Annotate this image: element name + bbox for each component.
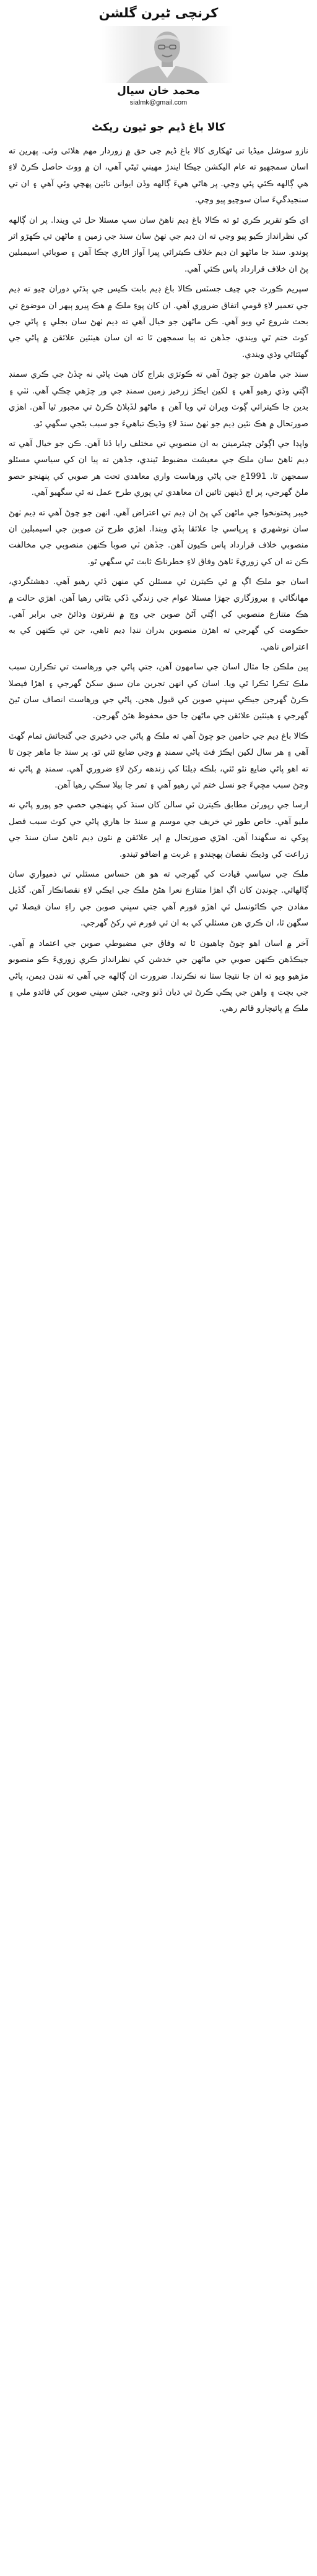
article-paragraph: اي ڪو تقرير ڪري ٿو ته ڪالا باغ ڊيم ٺاهڻ سان سڀ مسئلا حل ٿي ويندا. پر ان ڳالهه کي نظرانداز ڪيو پيو وڃي ته ان ڊيم جي ٺهڻ سان سنڌ جي زمين ۽ ماڻهن تي ڪهڙو اثر پوندو. سنڌ جا ماڻهو ان ڊيم خلاف ڪيترائي ڀيرا آواز اٿاري چڪا آهن ۽ صوبائي اسيمبلين پڻ ان خلاف قرارداد پاس ڪئي آهي. xyxy=(9,215,308,274)
author-name: محمد خان سیال xyxy=(117,85,200,97)
author-portrait-image xyxy=(102,26,233,83)
article-paragraph: سنڌ جي ماهرن جو چوڻ آهي ته ڪوٽڙي بئراج کان هيٺ پاڻي نه ڇڏڻ جي ڪري سمنڊ اڳتي وڌي رهيو آهي ۽ لکين ايڪڙ زرخيز زمين سمنڊ جي ور چڙهي چڪي آهي. ٺٽي ۽ بدين جا ڪيترائي ڳوٺ ويران ٿي ويا آهن ۽ ماڻهو لڏپلاڻ ڪرڻ تي مجبور ٿيا آهن. اهڙي صورتحال ۾ هڪ نئين ڊيم جو ٺهڻ سنڌ لاءِ وڌيڪ تباهيءَ جو سبب بڻجي سگهي ٿو. xyxy=(9,370,308,429)
article-paragraph: سپريم ڪورٽ جي چيف جسٽس ڪالا باغ ڊيم بابت ڪيس جي ٻڌڻي دوران چيو ته ڊيم جي تعمير لاءِ قومي اتفاق ضروري آهي. ان کان پوءِ ملڪ ۾ هڪ ڀيرو ٻيهر ان موضوع تي بحث شروع ٿي ويو آهي. ڪن ماڻهن جو خيال آهي ته ڊيم ٺهڻ سان بجلي ۽ پاڻي جي کوٽ ختم ٿي ويندي، جڏهن ته ٻيا سمجهن ٿا ته ان سان هيٺئين علائقن ۾ پاڻي جي گهٽتائي وڌي ويندي. xyxy=(9,285,308,359)
article-paragraph: آخر ۾ اسان اهو چوڻ چاهيون ٿا ته وفاق جي مضبوطي صوبن جي اعتماد ۾ آهي. جيڪڏهن ڪنهن صوبي جي ماڻهن جي خدشن کي نظرانداز ڪري زوريءَ ڪو منصوبو مڙهيو ويو ته ان جا نتيجا سٺا نه نڪرندا. ضرورت ان ڳالهه جي آهي ته ننڍن ڊيمن، پاڻي جي بچت ۽ واهن جي پڪي ڪرڻ تي ڌيان ڏنو وڃي، جيئن سڀني صوبن کي فائدو ملي ۽ ملڪ ۾ ڀائيچارو قائم رهي. xyxy=(9,938,308,1014)
article-paragraph: ارسا جي رپورٽن مطابق ڪيترن ئي سالن کان سنڌ کي پنهنجي حصي جو پورو پاڻي نه مليو آهي. خاص طور تي خريف جي موسم ۾ سنڌ جا هاري پاڻي جي کوٽ سبب فصل پوکي نه سگهندا آهن. اهڙي صورتحال ۾ اپر علائقن ۾ نئون ڊيم ٺاهڻ سان سنڌ جي زراعت کي وڌيڪ نقصان پهچندو ۽ غربت ۾ اضافو ٿيندو. xyxy=(9,801,308,859)
author-email: sialmk@gmail.com xyxy=(129,99,188,106)
article-paragraph: ملڪ جي سياسي قيادت کي گهرجي ته هو هن حساس مسئلي تي ذميواري سان ڳالهائي. چونڊن کان اڳ اهڙا متنازع نعرا هڻڻ ملڪ جي ايڪي لاءِ نقصانڪار آهن. گڏيل مفادن جي ڪائونسل ئي اهڙو فورم آهي جتي سڀني صوبن جي راءِ سان فيصلا ٿي سگهن ٿا، ان ڪري هن مسئلي کي به ان ئي فورم تي رکڻ گهرجي. xyxy=(9,870,308,929)
article-paragraph: ٻين ملڪن جا مثال اسان جي سامهون آهن، جتي پاڻي جي ورهاست تي تڪرارن سبب ملڪ ٽڪرا ٽڪرا ٿي ويا. اسان کي انهن تجربن مان سبق سکڻ گهرجي ۽ اهڙا فيصلا ڪرڻ گهرجن جيڪي سڀني صوبن کي قبول هجن. پاڻي جي ورهاست انصاف سان ٿيڻ گهرجي ۽ هيٺئين علائقن جي ماڻهن جا حق محفوظ هئڻ گهرجن. xyxy=(9,663,308,721)
article-paragraph: خيبر پختونخوا جي ماڻهن کي پڻ ان ڊيم تي اعتراض آهي. انهن جو چوڻ آهي ته ڊيم ٺهڻ سان نوشهري ۽ ڀرپاسي جا علائقا ٻڏي ويندا. اهڙي طرح ٽن صوبن جي اسيمبلين ان منصوبي خلاف قرارداد پاس ڪيون آهن. جڏهن ٽي صوبا ڪنهن منصوبي جي مخالفت ڪن ته ان کي زوريءَ ٺاهڻ وفاق لاءِ خطرناڪ ثابت ٿي سگهي ٿو. xyxy=(9,508,308,567)
article-paragraph: ڪالا باغ ڊيم جي حامين جو چوڻ آهي ته ملڪ ۾ پاڻي جي ذخيري جي گنجائش تمام گهٽ آهي ۽ هر سال لکين ايڪڙ فٽ پاڻي سمنڊ ۾ وڃي ضايع ٿئي ٿو. پر سنڌ جا ماهر چون ٿا ته اهو پاڻي ضايع نٿو ٿئي، بلڪه ڊيلٽا کي زندهه رکڻ لاءِ ضروري آهي. سمنڊ ۾ پاڻي نه وڃڻ سبب مڇيءَ جو نسل ختم ٿي رهيو آهي ۽ تمر جا ٻيلا سڪي رهيا آهن. xyxy=(9,731,308,791)
article-headline: کالا باغ ڈیم جو ٹیون ریکٹ xyxy=(92,121,225,134)
author-photo xyxy=(102,26,233,83)
article-paragraph: نازو سوشل میڈیا تی ٹھکاری کالا باغ ڈیم جی حق ۾ زوردار مهم هلائی وئی. پهرین ته اسان سمجهیو ته عام اليکشن جيڪا ايندڙ مهيني ٿيڻي آهي، ان ۾ ووٽ حاصل ڪرڻ لاءِ هي ڳالهه ڪئي پئي وڃي. پر هاڻي هيءَ ڳالهه وڏن ايوانن تائين پهچي وئي آهي ۽ ان تي سنجيدگيءَ سان سوچيو پيو وڃي. xyxy=(9,147,308,205)
article-paragraph: اسان جو ملڪ اڳ ۾ ئي ڪيترن ئي مسئلن کي منهن ڏئي رهيو آهي. دهشتگردي، مهانگائي ۽ بيروزگاري جهڙا مسئلا عوام جي زندگي ڏکي بڻائي رهيا آهن. اهڙي حالت ۾ هڪ متنازع منصوبي کي اڳتي آڻڻ صوبن جي وچ ۾ نفرتون وڌائڻ جي برابر آهي. حڪومت کي گهرجي ته اهڙن منصوبن بدران ننڍا ڊيم ٺاهي، جن تي ڪنهن کي به اعتراض ناهي. xyxy=(9,577,308,652)
byline-block xyxy=(9,24,308,116)
article-body xyxy=(9,144,308,1018)
article-paragraph: واپڊا جي اڳوڻن چيئرمينن به ان منصوبي تي مختلف رايا ڏنا آهن. ڪن جو خيال آهي ته ڊيم ٺاهڻ سان ملڪ جي معيشت مضبوط ٿيندي، جڏهن ته ٻيا ان کي سياسي مسئلو سمجهن ٿا. 1991ع جي پاڻي ورهاست واري معاهدي تحت هر صوبي کي پنهنجو حصو ملڻ گهرجي، پر اڄ ڏينهن تائين ان معاهدي تي پوري طرح عمل نه ٿي سگهيو آهي. xyxy=(9,439,308,498)
column-name: کرنچی ٹیرن گلشن xyxy=(98,6,219,20)
